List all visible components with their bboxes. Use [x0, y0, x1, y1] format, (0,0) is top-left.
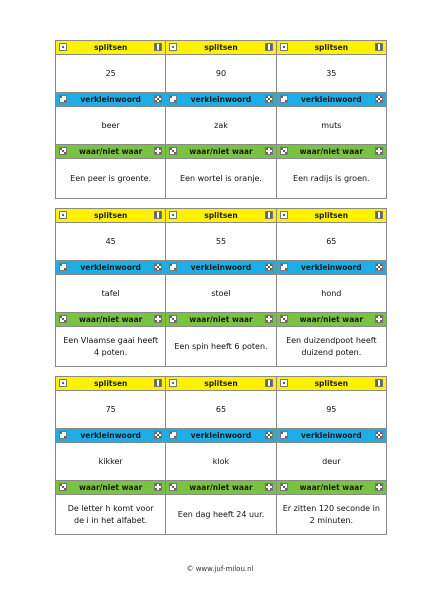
die-1-icon: [280, 43, 288, 51]
splitsen-number: 90: [166, 54, 275, 92]
die-4-icon: [375, 315, 383, 323]
verkleinwoord-header: [277, 92, 386, 106]
verkleinwoord-header: [166, 260, 275, 274]
die-5-icon: [375, 263, 383, 271]
verkleinwoord-label: verkleinwoord: [301, 95, 362, 104]
die-1-icon: [280, 211, 288, 219]
die-1-icon: [59, 379, 67, 387]
die-5-icon: [154, 431, 162, 439]
splitsen-header: [166, 209, 275, 222]
copyright-footer: © www.juf-milou.nl: [186, 565, 254, 573]
verkleinwoord-word: zak: [166, 106, 275, 144]
splitsen-label: splitsen: [204, 211, 238, 220]
verkleinwoord-word: tafel: [56, 274, 165, 312]
die-3-icon: [169, 315, 177, 323]
die-5-icon: [265, 263, 273, 271]
die-6-icon: [375, 43, 383, 51]
verkleinwoord-word: deur: [277, 442, 386, 480]
die-3-icon: [280, 315, 288, 323]
waar-header: [166, 144, 275, 158]
die-2-icon: [59, 431, 67, 439]
die-2-icon: [169, 263, 177, 271]
die-1-icon: [280, 379, 288, 387]
die-1-icon: [59, 43, 67, 51]
verkleinwoord-header: [166, 428, 275, 442]
die-6-icon: [154, 379, 162, 387]
splitsen-number: 55: [166, 222, 275, 260]
splitsen-label: splitsen: [93, 43, 128, 52]
verkleinwoord-label: verkleinwoord: [80, 431, 141, 440]
splitsen-label: splitsen: [204, 43, 238, 52]
die-3-icon: [59, 315, 67, 323]
verkleinwoord-word: klok: [166, 442, 275, 480]
verkleinwoord-header: [277, 260, 386, 274]
waar-statement: Een peer is groente.: [56, 158, 165, 198]
die-3-icon: [169, 147, 177, 155]
splitsen-number: 35: [277, 54, 386, 92]
die-1-icon: [169, 211, 177, 219]
splitsen-header: [166, 41, 275, 54]
die-4-icon: [154, 147, 162, 155]
splitsen-label: splitsen: [204, 379, 238, 388]
waar-header: [277, 144, 386, 158]
waar-label: waar/niet waar: [299, 315, 364, 324]
die-2-icon: [169, 95, 177, 103]
die-5-icon: [375, 431, 383, 439]
die-6-icon: [265, 379, 273, 387]
splitsen-number: 45: [56, 222, 165, 260]
die-4-icon: [265, 147, 273, 155]
waar-header: [277, 312, 386, 326]
splitsen-header: [56, 209, 165, 222]
waar-statement: Een duizendpoot heeft duizend poten.: [277, 326, 386, 366]
splitsen-header: [277, 377, 386, 390]
verkleinwoord-header: [56, 92, 165, 106]
die-2-icon: [280, 95, 288, 103]
card-sheet-3: [55, 376, 387, 535]
card-sheet-1: [55, 40, 387, 199]
waar-label: waar/niet waar: [78, 147, 143, 156]
waar-header: [277, 480, 386, 494]
splitsen-label: splitsen: [93, 211, 128, 220]
die-6-icon: [375, 211, 383, 219]
waar-statement: Een radijs is groen.: [277, 158, 386, 198]
verkleinwoord-word: hond: [277, 274, 386, 312]
splitsen-number: 25: [56, 54, 165, 92]
die-3-icon: [59, 147, 67, 155]
waar-header: [56, 480, 165, 494]
waar-header: [166, 480, 275, 494]
splitsen-number: 95: [277, 390, 386, 428]
splitsen-header: [166, 377, 275, 390]
splitsen-label: splitsen: [314, 379, 349, 388]
die-3-icon: [280, 483, 288, 491]
verkleinwoord-label: verkleinwoord: [80, 95, 141, 104]
splitsen-label: splitsen: [314, 211, 349, 220]
die-3-icon: [59, 483, 67, 491]
die-4-icon: [265, 315, 273, 323]
die-5-icon: [265, 95, 273, 103]
waar-statement: Een spin heeft 6 poten.: [166, 326, 275, 366]
die-3-icon: [280, 147, 288, 155]
die-4-icon: [265, 483, 273, 491]
waar-statement: Een dag heeft 24 uur.: [166, 494, 275, 534]
die-6-icon: [265, 211, 273, 219]
die-5-icon: [375, 95, 383, 103]
die-2-icon: [280, 263, 288, 271]
die-1-icon: [169, 43, 177, 51]
die-2-icon: [280, 431, 288, 439]
verkleinwoord-header: [56, 428, 165, 442]
verkleinwoord-word: muts: [277, 106, 386, 144]
waar-statement: De letter h komt voor de i in het alfabet.: [56, 494, 165, 534]
die-4-icon: [375, 483, 383, 491]
waar-statement: Een Vlaamse gaai heeft 4 poten.: [56, 326, 165, 366]
waar-label: waar/niet waar: [189, 315, 253, 324]
verkleinwoord-word: beer: [56, 106, 165, 144]
die-3-icon: [169, 483, 177, 491]
verkleinwoord-header: [166, 92, 275, 106]
die-4-icon: [375, 147, 383, 155]
die-1-icon: [59, 211, 67, 219]
waar-label: waar/niet waar: [189, 147, 253, 156]
splitsen-header-row: [56, 41, 386, 54]
verkleinwoord-word: stoel: [166, 274, 275, 312]
splitsen-number: 65: [277, 222, 386, 260]
waar-label: waar/niet waar: [189, 483, 253, 492]
waar-statement: Een wortel is oranje.: [166, 158, 275, 198]
splitsen-number: 65: [166, 390, 275, 428]
die-2-icon: [59, 263, 67, 271]
verkleinwoord-label: verkleinwoord: [190, 95, 252, 104]
splitsen-label: splitsen: [93, 379, 128, 388]
verkleinwoord-header: [277, 428, 386, 442]
die-2-icon: [169, 431, 177, 439]
waar-header: [56, 144, 165, 158]
waar-statement: Er zitten 120 seconde in 2 minuten.: [277, 494, 386, 534]
die-5-icon: [154, 95, 162, 103]
die-5-icon: [154, 263, 162, 271]
verkleinwoord-label: verkleinwoord: [190, 263, 252, 272]
die-1-icon: [169, 379, 177, 387]
splitsen-header: [56, 41, 165, 54]
verkleinwoord-label: verkleinwoord: [301, 431, 362, 440]
verkleinwoord-label: verkleinwoord: [80, 263, 141, 272]
waar-header: [56, 312, 165, 326]
die-5-icon: [265, 431, 273, 439]
die-6-icon: [154, 43, 162, 51]
die-6-icon: [375, 379, 383, 387]
splitsen-header: [277, 41, 386, 54]
waar-header: [166, 312, 275, 326]
verkleinwoord-label: verkleinwoord: [190, 431, 252, 440]
verkleinwoord-header: [56, 260, 165, 274]
waar-label: waar/niet waar: [299, 483, 364, 492]
waar-label: waar/niet waar: [78, 483, 143, 492]
waar-label: waar/niet waar: [299, 147, 364, 156]
verkleinwoord-word: kikker: [56, 442, 165, 480]
waar-label: waar/niet waar: [78, 315, 143, 324]
die-4-icon: [154, 483, 162, 491]
splitsen-number: 75: [56, 390, 165, 428]
splitsen-header: [277, 209, 386, 222]
card-sheet-2: [55, 208, 387, 367]
verkleinwoord-label: verkleinwoord: [301, 263, 362, 272]
die-6-icon: [265, 43, 273, 51]
die-4-icon: [154, 315, 162, 323]
splitsen-header: [56, 377, 165, 390]
die-2-icon: [59, 95, 67, 103]
die-6-icon: [154, 211, 162, 219]
splitsen-label: splitsen: [314, 43, 349, 52]
